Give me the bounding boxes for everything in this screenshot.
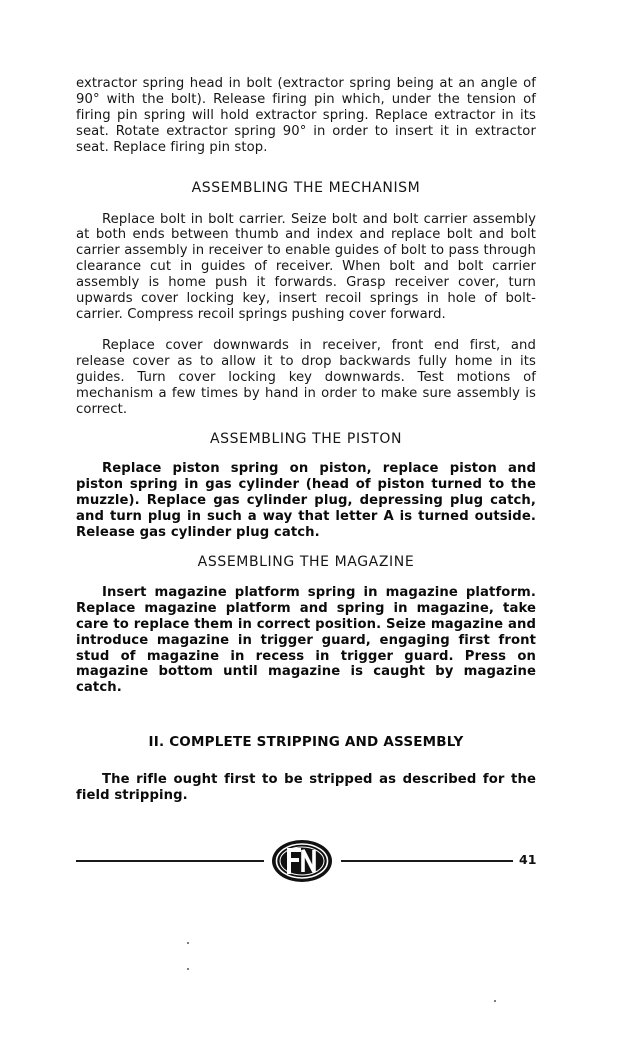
heading-assembling-piston: ASSEMBLING THE PISTON xyxy=(209,431,403,448)
paragraph-extractor: extractor spring head in bolt (extractor spring being at an angle of 90° with the bolt). Release firing pin which, under the tension of firing pin spring will hold extractor spring. Replace extractor in its seat. Rotate extractor spring 90° in order to insert it in extractor seat. Replace firing pin stop. xyxy=(76,76,536,155)
paragraph-cover-replace: Replace cover downwards in receiver, front end first, and release cover as to allow it to drop backwards fully home in its guides. Turn cover locking key downwards. Test motions of mechanism a few times by hand in order to make sure assembly is correct. xyxy=(76,337,536,417)
scan-speck xyxy=(187,968,189,970)
scan-speck xyxy=(494,1000,496,1002)
paragraph-bolt-assembly: Replace bolt in bolt carrier. Seize bolt and bolt carrier assembly at both ends between thumb and index and replace bolt and bolt carrier assembly in receiver to enable guides of bolt to pass through clearance cut in guides of receiver. When bolt and bolt carrier assembly is home push it forwards. Grasp receiver cover, turn upwards cover locking key, insert recoil springs in hole of bolt-carrier. Compress recoil springs pushing cover forward. xyxy=(76,211,536,322)
fn-logo-icon xyxy=(269,838,335,884)
heading-assembling-magazine: ASSEMBLING THE MAGAZINE xyxy=(197,553,415,570)
page-number: 41 xyxy=(519,852,537,867)
footer-rule-left xyxy=(76,860,264,862)
paragraph-piston: Replace piston spring on piston, replace piston and piston spring in gas cylinder (head of piston turned to the muzzle). Replace gas cylinder plug, depressing plug catch, and turn plug in such a way that letter A is turned outside. Release gas cylinder plug catch. xyxy=(76,461,536,541)
footer-rule-right xyxy=(341,860,513,862)
paragraph-magazine: Insert magazine platform spring in magazine platform. Replace magazine platform and spring in magazine, take care to replace them in correct position. Seize magazine and introduce magazine in trigger guard, engaging first front stud of magazine in recess in trigger guard. Press on magazine bottom until magazine is caught by magazine catch. xyxy=(76,584,536,696)
page-footer xyxy=(76,838,536,884)
heading-complete-stripping: II. COMPLETE STRIPPING AND ASSEMBLY xyxy=(148,734,464,751)
scan-speck xyxy=(187,942,189,944)
paragraph-complete-stripping: The rifle ought first to be stripped as described for the field stripping. xyxy=(76,772,536,804)
heading-assembling-mechanism: ASSEMBLING THE MECHANISM xyxy=(191,179,421,196)
page-body xyxy=(76,76,536,804)
